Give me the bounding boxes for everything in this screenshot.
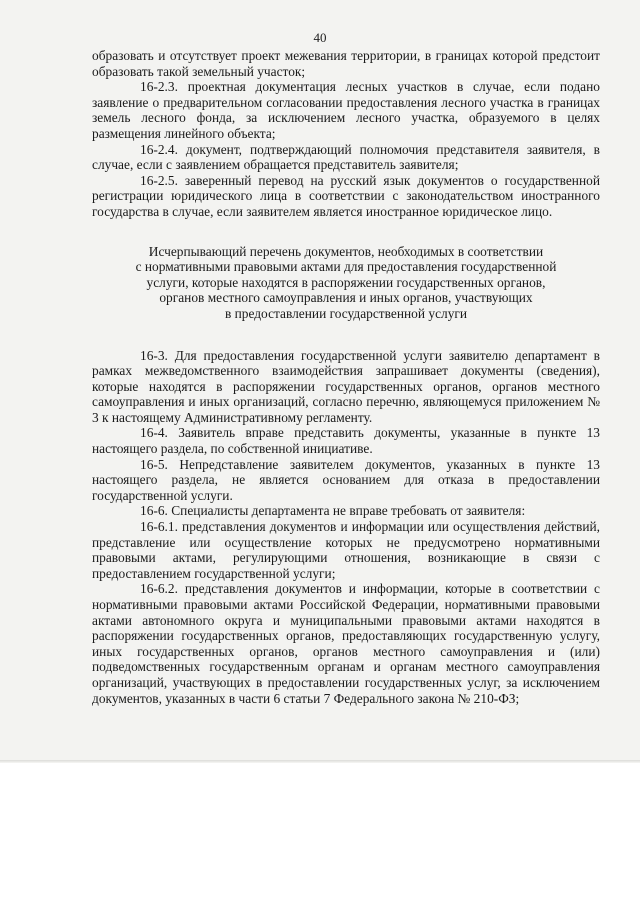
- paragraph-16-4: 16-4. Заявитель вправе представить документы, указанные в пункте 13 настоящего раздела, по собственной инициативе.: [92, 425, 600, 457]
- paragraph-16-2-4: 16-2.4. документ, подтверждающий полномочия представителя заявителя, в случае, если с заявлением обращается представитель заявителя;: [92, 141, 600, 173]
- paragraph-16-5: 16-5. Непредставление заявителем документов, указанных в пункте 13 настоящего раздела, не является основанием для отказа в предоставлении государственной услуги.: [92, 456, 600, 503]
- document-body: [92, 48, 600, 706]
- heading-line: с нормативными правовыми актами для предоставления государственной: [135, 259, 557, 275]
- paragraph-16-2-3: 16-2.3. проектная документация лесных участков в случае, если подано заявление о предварительном согласовании предоставления лесного участка в границах земель лесного фонда, за исключением лесного участка, образуемого в целях размещения линейного объекта;: [92, 79, 600, 141]
- heading-line: в предоставлении государственной услуги: [224, 305, 468, 321]
- page-number: 40: [313, 30, 327, 45]
- paragraph-16-2-5: 16-2.5. заверенный перевод на русский язык документов о государственной регистрации юридического лица в соответствии с законодательством иностранного государства в случае, если заявителем является иностранное юридическое лицо.: [92, 172, 600, 219]
- paragraph-16-6: 16-6. Специалисты департамента не вправе требовать от заявителя:: [140, 503, 526, 519]
- heading-line: услуги, которые находятся в распоряжении государственных органов,: [146, 274, 546, 290]
- paragraph-continuation: образовать и отсутствует проект межевания территории, в границах которой предстоит образовать такой земельный участок;: [92, 48, 600, 79]
- section-heading: [92, 244, 600, 322]
- heading-line: Исчерпывающий перечень документов, необходимых в соответствии: [148, 243, 544, 259]
- paragraph-16-6-2: 16-6.2. представления документов и информации, которые в соответствии с нормативными правовыми актами Российской Федерации, нормативными правовыми актами автономного округа и муниципальными правовыми актами находятся в распоряжении государственных органов, предоставляющих государственную услугу, иных государственных органов, органов местного самоуправления и (или) подведомственных государственным органам и органам местного самоуправления организаций, участвующих в предоставлении государственных услуг, за исключением документов, указанных в части 6 статьи 7 Федерального закона № 210-ФЗ;: [92, 581, 600, 706]
- heading-line: органов местного самоуправления и иных органов, участвующих: [159, 290, 533, 306]
- paragraph-16-6-1: 16-6.1. представления документов и информации или осуществления действий, представление или осуществление которых не предусмотрено нормативными правовыми актами, регулирующими отношения, возникающие в связи с предоставлением государственной услуги;: [92, 519, 600, 581]
- paragraph-16-3: 16-3. Для предоставления государственной услуги заявителю департамент в рамках межведомственного взаимодействия запрашивает документы (сведения), которые находятся в распоряжении государственных органов, органов местного самоуправления и иных организаций, согласно перечню, являющемуся приложением № 3 к настоящему Административному регламенту.: [92, 347, 600, 425]
- sheet-bottom-edge: [0, 760, 640, 763]
